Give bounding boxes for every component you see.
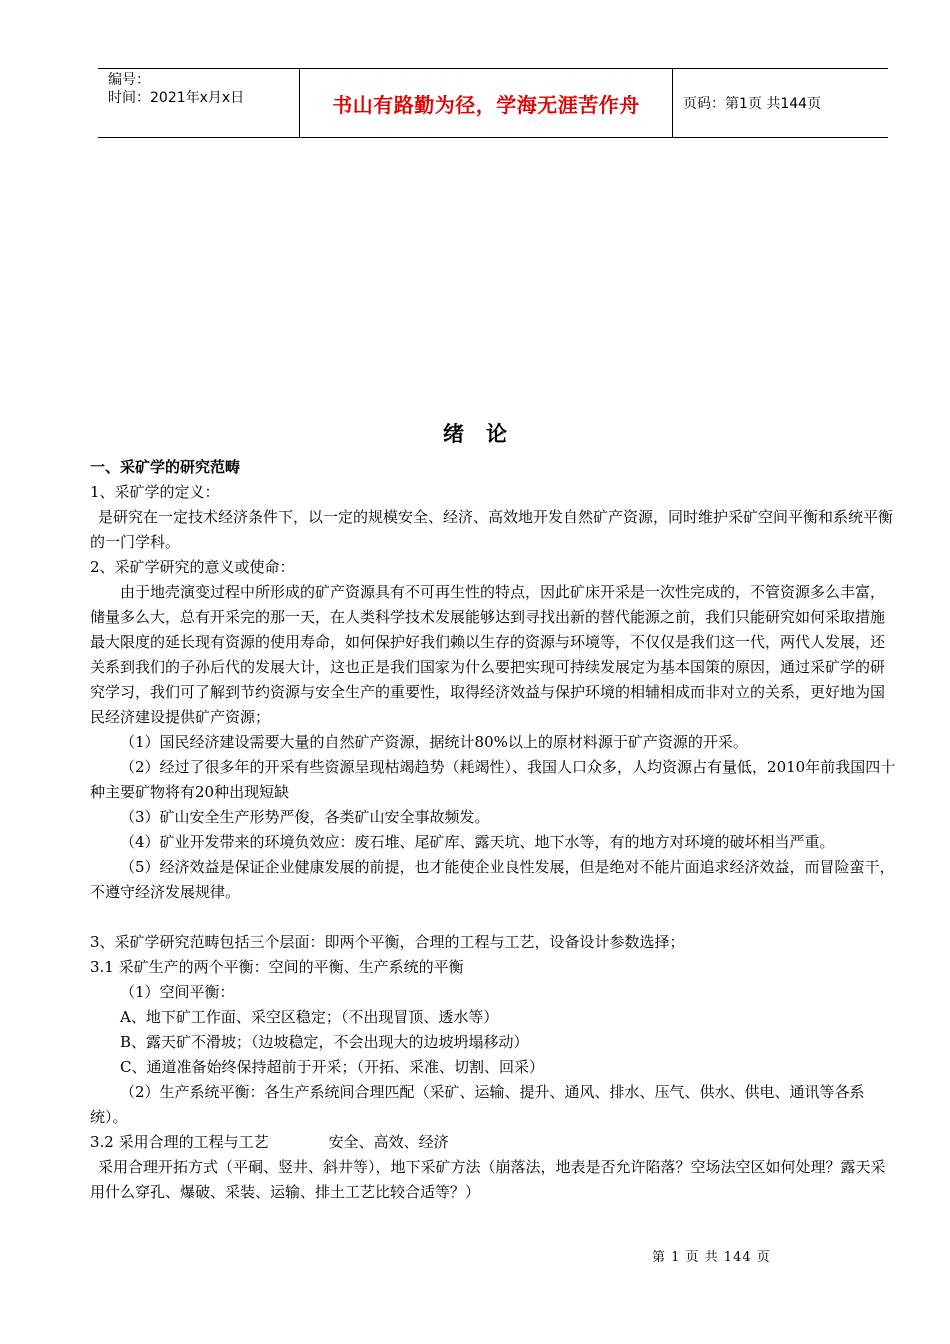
space-balance-heading: （1）空间平衡： <box>120 983 235 1001</box>
document-body <box>90 455 898 1205</box>
page-title: 绪论 <box>443 421 529 446</box>
document-header <box>98 68 888 138</box>
time-label: 时间：2021年x月x日 <box>108 90 245 106</box>
header-motto: 书山有路勤为径，学海无涯苦作舟 <box>332 92 640 117</box>
point-5: （5）经济效益是保证企业健康发展的前提，也才能使企业良性发展，但是绝对不能片面追求经济效益，而冒险蛮干，不遵守经济发展规律。 <box>90 858 895 901</box>
point-2: （2）经过了很多年的开采有些资源呈现枯竭趋势（耗竭性）、我国人口众多，人均资源占有量低，2010年前我国四十种主要矿物将有20种出现短缺 <box>90 758 896 801</box>
system-balance-text: （2）生产系统平衡：各生产系统间合理匹配（采矿、运输、提升、通风、排水、压气、供水、供电、通讯等各系统）。 <box>90 1083 865 1126</box>
meaning-paragraph: 由于地壳演变过程中所形成的矿产资源具有不可再生性的特点，因此矿床开采是一次性完成的，不管资源多么丰富，储量多么大，总有开采完的那一天，在人类科学技术发展能够达到寻找出新的替代能源之前，我们只能研究如何采取措施最大限度的延长现有资源的使用寿命，如何保护好我们赖以生存的资源与环境等，不仅仅是我们这一代，两代人发展，还关系到我们的子孙后代的发展大计，这也正是我们国家为什么要把实现可持续发展定为基本国策的原因，通过采矿学的研究学习，我们可了解到节约资源与安全生产的重要性，取得经济效益与保护环境的相辅相成而非对立的关系，更好地为国民经济建设提供矿产资源； <box>90 583 886 726</box>
section-heading: 一、采矿学的研究范畴 <box>90 458 241 476</box>
page-footer: 第 1 页 共 144 页 <box>652 1250 771 1265</box>
space-item-c: C、通道准备始终保持超前于开采；（开拓、采准、切割、回采） <box>120 1058 544 1076</box>
header-right-cell <box>673 69 888 137</box>
space-item-a: A、地下矿工作面、采空区稳定；（不出现冒顶、透水等） <box>120 1008 499 1026</box>
process-heading-line <box>90 1130 898 1155</box>
process-heading: 3.2 采用合理的工程与工艺 <box>90 1133 269 1151</box>
process-text: 采用合理开拓方式（平硐、竖井、斜井等），地下采矿方法（崩落法，地表是否允许陷落？空场法空区如何处理？露天采用什么穿孔、爆破、采装、运输、排土工艺比较合适等？） <box>90 1158 886 1201</box>
blank-line <box>90 905 898 930</box>
balance-heading: 3.1 采矿生产的两个平衡：空间的平衡、生产系统的平衡 <box>90 958 464 976</box>
number-label: 编号： <box>108 72 150 88</box>
definition-text: 是研究在一定技术经济条件下，以一定的规模安全、经济、高效地开发自然矿产资源，同时维护采矿空间平衡和系统平衡的一门学科。 <box>90 508 894 551</box>
header-page-info: 页码：第1页 共144页 <box>683 96 822 112</box>
space-item-b: B、露天矿不滑坡；（边坡稳定，不会出现大的边坡坍塌移动） <box>120 1033 529 1051</box>
process-heading-tail: 安全、高效、经济 <box>328 1133 449 1151</box>
point-1: （1）国民经济建设需要大量的自然矿产资源，据统计80%以上的原材料源于矿产资源的开采。 <box>120 733 748 751</box>
header-left-cell <box>98 69 300 137</box>
point-4: （4）矿业开发带来的环境负效应：废石堆、尾矿库、露天坑、地下水等，有的地方对环境的破坏相当严重。 <box>120 833 835 851</box>
scope-heading: 3、采矿学研究范畴包括三个层面：即两个平衡，合理的工程与工艺，设备设计参数选择； <box>90 933 685 951</box>
meaning-heading: 2、采矿学研究的意义或使命： <box>90 558 295 576</box>
point-3: （3）矿山安全生产形势严俊，各类矿山安全事故频发。 <box>120 808 490 826</box>
header-middle-cell <box>300 69 673 137</box>
definition-heading: 1、采矿学的定义： <box>90 483 220 501</box>
